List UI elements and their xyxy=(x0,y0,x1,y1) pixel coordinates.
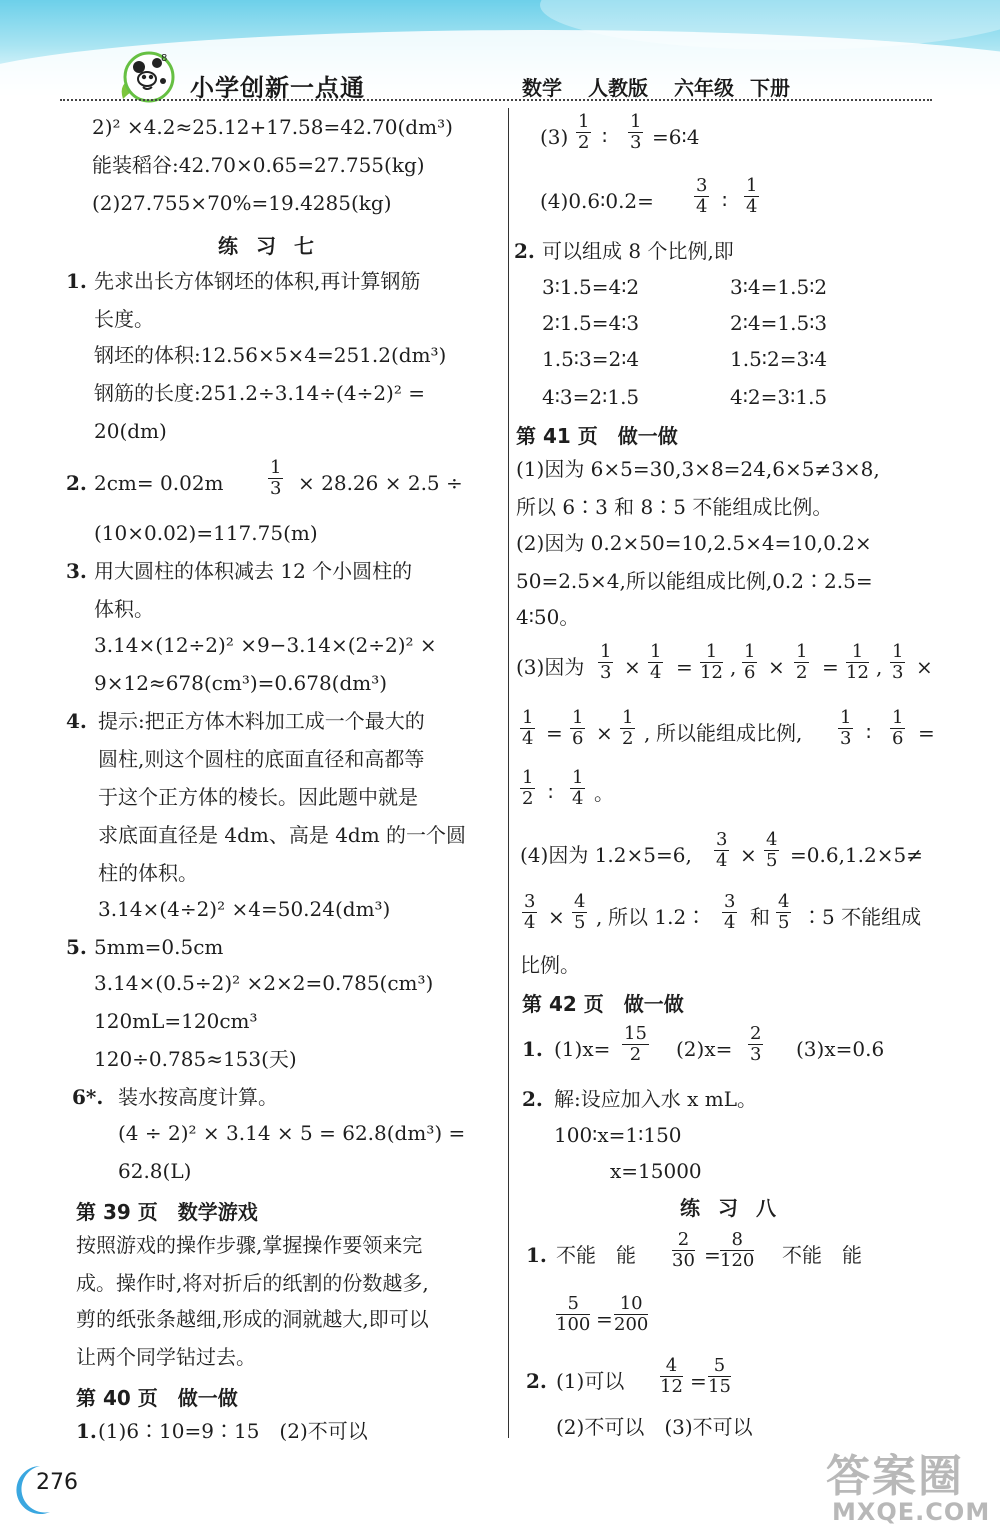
fraction: 4 12 xyxy=(660,1355,683,1397)
fraction: 4 5 xyxy=(766,829,778,871)
fraction: 1 6 xyxy=(892,707,904,749)
text-line: 3.14×(12÷2)² ×9−3.14×(2÷2)² × xyxy=(94,633,437,657)
text-line: 解:设应加入水 x mL。 xyxy=(554,1087,757,1111)
proportion: 1.5∶2=3∶4 xyxy=(730,347,828,371)
fraction: 1 3 xyxy=(840,707,852,749)
svg-text:8: 8 xyxy=(161,53,168,64)
text-line: 钢坯的体积:12.56×5×4=251.2(dm³) xyxy=(94,343,447,367)
operator: = xyxy=(676,655,693,679)
section-title: 练习八 xyxy=(680,1196,794,1220)
page-section-label: 第 42 页 做一做 xyxy=(522,992,684,1016)
text-line: 能装稻谷:42.70×0.65=27.755(kg) xyxy=(92,153,425,177)
fraction: 4 5 xyxy=(574,891,586,933)
text-line: 体积。 xyxy=(94,597,154,621)
page-number: 276 xyxy=(36,1470,78,1495)
question-number: 1. xyxy=(522,1037,543,1061)
fraction: 10 200 xyxy=(614,1293,649,1335)
text-line: (3)因为 xyxy=(516,655,585,679)
text-line: 和 xyxy=(750,905,770,929)
text-line: 62.8(L) xyxy=(118,1159,192,1183)
fraction: 3 4 xyxy=(724,891,736,933)
question-number: 2. xyxy=(66,471,87,495)
fraction: 1 6 xyxy=(744,641,756,683)
text-line: 2cm= 0.02m xyxy=(94,471,224,495)
question-number: 2. xyxy=(514,239,535,263)
text-line: 120mL=120cm³ xyxy=(94,1009,258,1033)
fraction: 1 12 xyxy=(700,641,723,683)
text-line: (3)x=0.6 xyxy=(796,1037,885,1061)
watermark-text: 答案圈 xyxy=(826,1451,964,1502)
fraction: 1 12 xyxy=(846,641,869,683)
operator: × xyxy=(740,843,757,867)
operator: = xyxy=(822,655,839,679)
text-line: =6∶4 xyxy=(652,125,700,149)
text-line: × 28.26 × 2.5 ÷ xyxy=(298,471,463,495)
proportion: 3∶4=1.5∶2 xyxy=(730,275,828,299)
book-brand-title: 小学创新一点通 xyxy=(190,74,365,102)
text-line: 5mm=0.5cm xyxy=(94,935,224,959)
text-line: 先求出长方体钢坯的体积,再计算钢筋 xyxy=(94,269,421,293)
text-line: x=15000 xyxy=(610,1159,702,1183)
fraction: 3 4 xyxy=(716,829,728,871)
text-line: (4 ÷ 2)² × 3.14 × 5 = 62.8(dm³) = xyxy=(118,1121,466,1145)
text-line: 20(dm) xyxy=(94,419,167,443)
text-line: 50=2.5×4,所以能组成比例,0.2∶2.5= xyxy=(516,569,873,593)
operator: = xyxy=(546,721,563,745)
text-line: (10×0.02)=117.75(m) xyxy=(94,521,318,545)
operator: , xyxy=(876,655,883,679)
text-line: (2)27.755×70%=19.4285(kg) xyxy=(92,191,392,215)
fraction: 4 5 xyxy=(778,891,790,933)
operator: × xyxy=(548,905,565,929)
text-line: 让两个同学钻过去。 xyxy=(76,1345,256,1369)
text-line: 4∶50。 xyxy=(516,605,580,629)
panda-logo-icon xyxy=(117,47,179,103)
operator: × xyxy=(624,655,641,679)
text-line: 100∶x=1∶150 xyxy=(554,1123,682,1147)
header-subject: 数学 xyxy=(522,76,562,100)
fraction: 1 6 xyxy=(572,707,584,749)
text-line: 不能 能 xyxy=(782,1243,862,1267)
text-line: ∶ xyxy=(722,189,728,213)
text-line: 柱的体积。 xyxy=(98,861,198,885)
text-line: 求底面直径是 4dm、高是 4dm 的一个圆 xyxy=(98,823,467,847)
fraction: 2 30 xyxy=(672,1229,695,1271)
text-line: (2)x= xyxy=(676,1037,733,1061)
operator: , xyxy=(644,721,651,745)
text-line: 120÷0.785≈153(天) xyxy=(94,1047,297,1071)
operator: = xyxy=(596,1307,613,1331)
fraction: 1 4 xyxy=(522,707,534,749)
fraction: 2 3 xyxy=(750,1023,762,1065)
operator: = xyxy=(704,1243,721,1267)
text-line: (1)因为 6×5=30,3×8=24,6×5≠3×8, xyxy=(516,457,880,481)
fraction: 1 3 xyxy=(892,641,904,683)
text-line: 长度。 xyxy=(94,307,154,331)
text-line: 圆柱,则这个圆柱的底面直径和高都等 xyxy=(98,747,425,771)
operator: × xyxy=(916,655,933,679)
fraction: 1 2 xyxy=(522,767,534,809)
header-volume: 下册 xyxy=(750,76,790,100)
operator: , xyxy=(596,905,603,929)
operator: ∶ xyxy=(548,781,554,805)
text-line: (1)x= xyxy=(554,1037,611,1061)
operator: × xyxy=(596,721,613,745)
header-grade: 六年级 xyxy=(674,76,734,100)
text-line: 于这个正方体的棱长。因此题中就是 xyxy=(98,785,418,809)
text-line: 所以能组成比例, xyxy=(656,721,803,745)
text-line: (1)可以 xyxy=(556,1369,625,1393)
text-line: (1)6∶10=9∶15 (2)不可以 xyxy=(98,1419,368,1443)
operator: = xyxy=(918,721,935,745)
text-line: 2)² ×4.2≈25.12+17.58=42.70(dm³) xyxy=(92,115,453,139)
page-section-label: 第 40 页 做一做 xyxy=(76,1386,238,1410)
fraction: 1 3 xyxy=(270,457,282,499)
proportion: 2∶4=1.5∶3 xyxy=(730,311,828,335)
text-line: 钢筋的长度:251.2÷3.14÷(4÷2)² = xyxy=(94,381,425,405)
question-number: 1. xyxy=(76,1419,97,1443)
text-line: 3.14×(0.5÷2)² ×2×2=0.785(cm³) xyxy=(94,971,434,995)
header-divider xyxy=(60,99,932,101)
text-line: ∶ xyxy=(602,125,608,149)
question-number: 5. xyxy=(66,935,87,959)
header-edition: 人教版 xyxy=(588,76,648,100)
fraction: 8 120 xyxy=(720,1229,755,1271)
proportion: 4∶3=2∶1.5 xyxy=(542,385,640,409)
text-line: 所以 1.2∶ xyxy=(608,905,707,929)
text-line: (2)因为 0.2×50=10,2.5×4=10,0.2× xyxy=(516,531,872,555)
watermark-url: MXQE.COM xyxy=(832,1498,991,1526)
fraction: 5 15 xyxy=(708,1355,731,1397)
fraction: 15 2 xyxy=(624,1023,647,1065)
question-number: 4. xyxy=(66,709,87,733)
text-line: =0.6,1.2×5≠ xyxy=(790,843,923,867)
text-line: 提示:把正方体木料加工成一个最大的 xyxy=(98,709,425,733)
question-number: 6*. xyxy=(72,1085,104,1109)
question-number: 1. xyxy=(66,269,87,293)
text-line: (3) xyxy=(540,125,569,149)
fraction: 1 3 xyxy=(630,111,642,153)
text-line: 可以组成 8 个比例,即 xyxy=(542,239,734,263)
text-line: 装水按高度计算。 xyxy=(118,1085,278,1109)
text-line: 按照游戏的操作步骤,掌握操作要领来完 xyxy=(76,1233,423,1257)
proportion: 1.5∶3=2∶4 xyxy=(542,347,640,371)
section-title: 练习七 xyxy=(218,234,332,258)
fraction: 1 4 xyxy=(746,175,758,217)
fraction: 1 3 xyxy=(600,641,612,683)
question-number: 3. xyxy=(66,559,87,583)
proportion: 2∶1.5=4∶3 xyxy=(542,311,640,335)
operator: × xyxy=(768,655,785,679)
fraction: 1 2 xyxy=(578,111,590,153)
operator: ∶ xyxy=(866,721,872,745)
text-line: (4)0.6∶0.2= xyxy=(540,189,654,213)
text-line: (4)因为 1.2×5=6, xyxy=(520,843,692,867)
proportion: 3∶1.5=4∶2 xyxy=(542,275,640,299)
text-line: 所以 6∶3 和 8∶5 不能组成比例。 xyxy=(516,495,833,519)
text-line: (2)不可以 (3)不可以 xyxy=(556,1415,753,1439)
fraction: 1 2 xyxy=(622,707,634,749)
proportion: 4∶2=3∶1.5 xyxy=(730,385,828,409)
fraction: 5 100 xyxy=(556,1293,591,1335)
text-line: 用大圆柱的体积减去 12 个小圆柱的 xyxy=(94,559,413,583)
text-line: 不能 能 xyxy=(556,1243,636,1267)
text-line: 成。操作时,将对折后的纸割的份数越多, xyxy=(76,1271,429,1295)
text-line: 剪的纸张条越细,形成的洞就越大,即可以 xyxy=(76,1307,429,1331)
text-line: 3.14×(4÷2)² ×4=50.24(dm³) xyxy=(98,897,391,921)
text-line: ∶5 不能组成 xyxy=(802,905,922,929)
fraction: 1 4 xyxy=(572,767,584,809)
text-line: 比例。 xyxy=(520,953,580,977)
question-number: 2. xyxy=(522,1087,543,1111)
operator: , xyxy=(730,655,737,679)
fraction: 1 2 xyxy=(796,641,808,683)
watermark xyxy=(826,1440,996,1532)
page-section-label: 第 41 页 做一做 xyxy=(516,424,678,448)
question-number: 2. xyxy=(526,1369,547,1393)
operator: 。 xyxy=(594,781,614,805)
question-number: 1. xyxy=(526,1243,547,1267)
fraction: 1 4 xyxy=(650,641,662,683)
text-line: 9×12≈678(cm³)=0.678(dm³) xyxy=(94,671,388,695)
fraction: 3 4 xyxy=(524,891,536,933)
operator: = xyxy=(690,1369,707,1393)
fraction: 3 4 xyxy=(696,175,708,217)
page-section-label: 第 39 页 数学游戏 xyxy=(76,1200,258,1224)
column-divider xyxy=(508,108,509,1438)
